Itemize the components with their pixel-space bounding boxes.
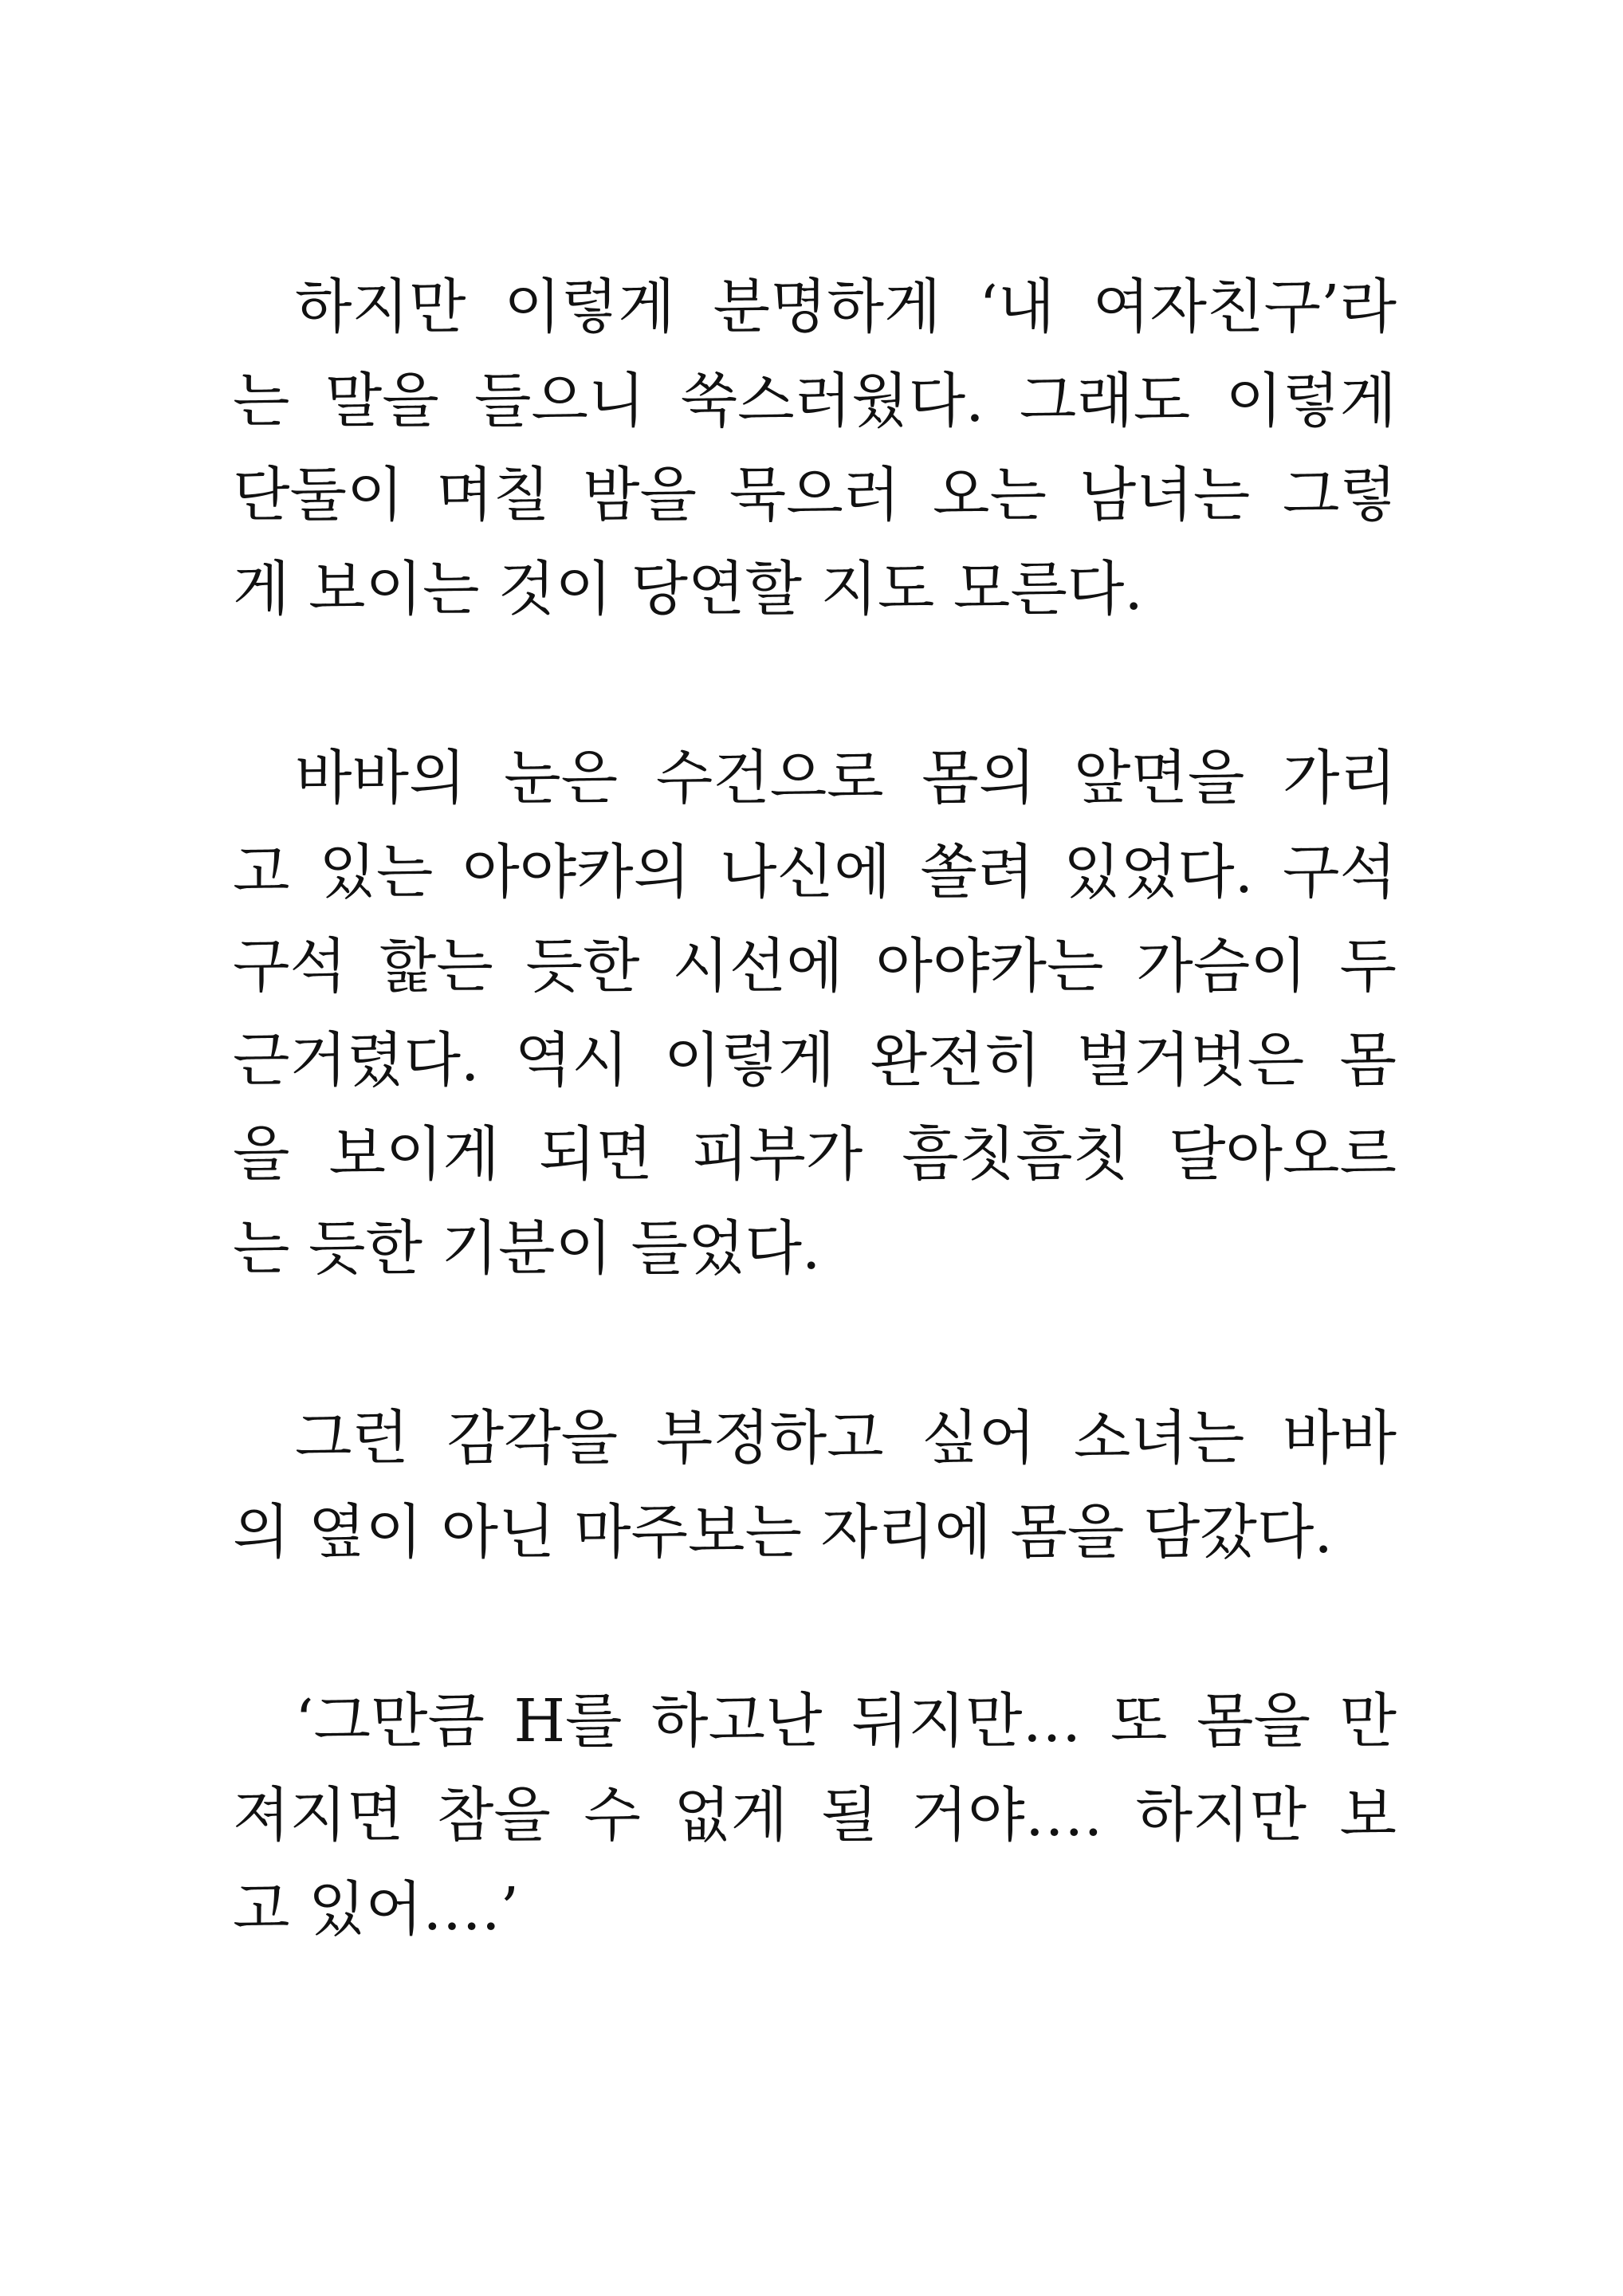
text-line: 게 보이는 것이 당연할 지도 모른다. [233, 555, 1143, 623]
text-line: 바바의 눈은 수건으로 몸의 앞면을 가리 [295, 744, 1397, 812]
text-line: 근거렸다. 역시 이렇게 완전히 벌거벗은 몸 [233, 1026, 1397, 1095]
text-line: 의 옆이 아닌 마주보는 자리에 몸을 담갔다. [233, 1498, 1333, 1567]
text-line: 고 있는 아야카의 나신에 쏠려 있었다. 구석 [233, 838, 1397, 906]
text-line: 단둘이 며칠 밤을 묵으러 오는 남녀는 그렇 [233, 461, 1397, 529]
text-line: 져지면 참을 수 없게 될 거야…. 하지만 보 [233, 1781, 1397, 1850]
text-line: 고 있어….’ [233, 1875, 520, 1944]
text-line: 구석 핥는 듯한 시선에 아야카는 가슴이 두 [233, 932, 1397, 1001]
paragraph-1 [233, 260, 1397, 636]
paragraph-3 [233, 1391, 1397, 1579]
text-line: ‘그만큼 H를 하고난 뒤지만… 또 몸을 만 [295, 1687, 1397, 1755]
text-line: 는 말을 들으니 쑥스러웠다. 그래도 이렇게 [233, 367, 1397, 435]
text-line: 는 듯한 기분이 들었다. [233, 1214, 821, 1283]
text-line: 그런 감각을 부정하고 싶어 소녀는 바바 [295, 1404, 1397, 1472]
paragraph-2 [233, 731, 1397, 1295]
text-line: 하지만 이렇게 분명하게 ‘내 여자친구’라 [295, 273, 1397, 341]
paragraph-4 [233, 1674, 1397, 1956]
text-line: 을 보이게 되면 피부가 흠칫흠칫 달아오르 [233, 1120, 1397, 1189]
